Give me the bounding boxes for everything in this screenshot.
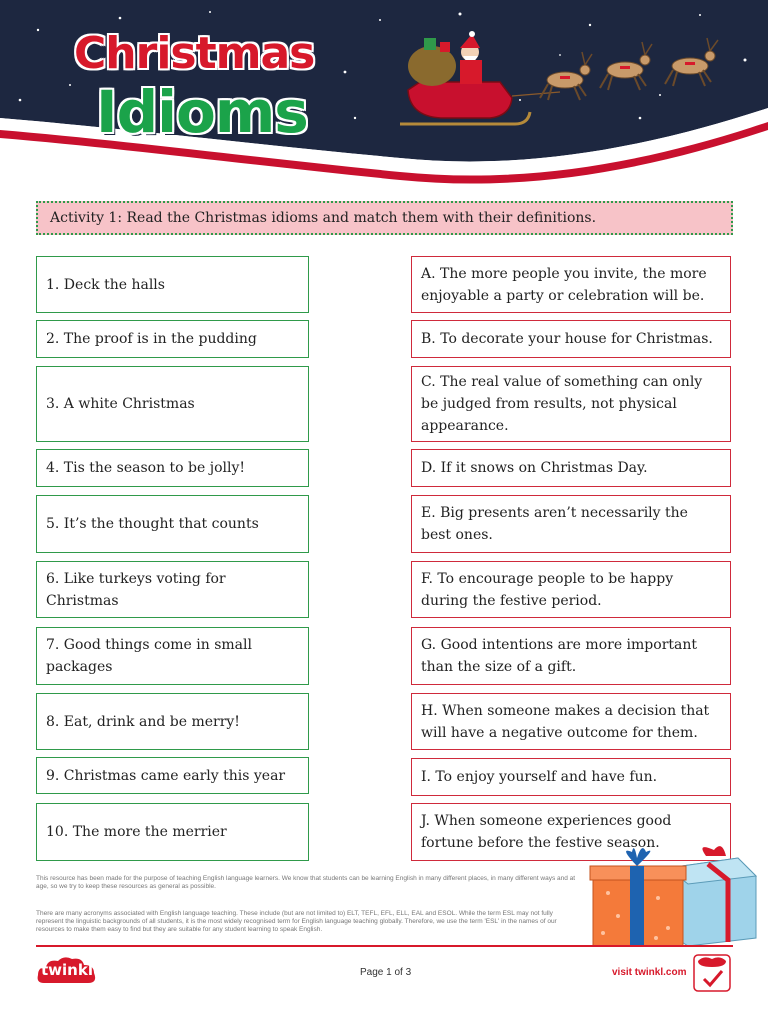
idiom-box: 9. Christmas came early this year (36, 757, 309, 794)
definition-box: C. The real value of something can only be judged from results, not physical appearance. (411, 366, 731, 442)
logo-text: twinkl (41, 961, 93, 979)
idiom-box: 5. It’s the thought that counts (36, 495, 309, 553)
title-line-1: Christmas (74, 28, 315, 79)
definition-box: B. To decorate your house for Christmas. (411, 320, 731, 358)
definition-box: I. To enjoy yourself and have fun. (411, 758, 731, 796)
resource-note: This resource has been made for the purpose of teaching English language learners. We know that students can be learning English in many different places, in many different ways and at age, so we try to keep these resources as general as possible. (36, 875, 576, 890)
definition-box: H. When someone makes a decision that will have a negative outcome for them. (411, 693, 731, 750)
definition-box: G. Good intentions are more important than the size of a gift. (411, 627, 731, 685)
definition-box: E. Big presents aren’t necessarily the best ones. (411, 495, 731, 553)
gift-boxes-illustration (588, 838, 760, 948)
quality-standard-badge-icon (692, 953, 732, 993)
definition-box: F. To encourage people to be happy during the festive period. (411, 561, 731, 618)
idiom-box: 2. The proof is in the pudding (36, 320, 309, 358)
idiom-box: 3. A white Christmas (36, 366, 309, 442)
visit-link[interactable]: visit twinkl.com (612, 967, 687, 978)
idiom-box: 10. The more the merrier (36, 803, 309, 861)
definition-box: J. When someone experiences good fortune before the festive season. (411, 803, 731, 861)
activity-instruction: Activity 1: Read the Christmas idioms and match them with their definitions. (36, 201, 733, 235)
idiom-box: 6. Like turkeys voting for Christmas (36, 561, 309, 618)
idiom-box: 8. Eat, drink and be merry! (36, 693, 309, 750)
definition-box: D. If it snows on Christmas Day. (411, 449, 731, 487)
header-banner (0, 0, 768, 190)
page-number: Page 1 of 3 (360, 967, 412, 978)
esl-note: There are many acronyms associated with English language teaching. These include (but are not limited to) ELT, TEFL, EFL, ELL, EAL and ESOL. While the term ESL may not fully represent the linguistic backgrounds of all students, it is the most widely recognised term for English language teaching globally. Therefore, we use the term 'ESL' in the names of our resources to make them easy to find but they are suitable for any student learning to speak English. (36, 910, 557, 933)
definition-box: A. The more people you invite, the more enjoyable a party or celebration will be. (411, 256, 731, 313)
twinkl-logo[interactable] (36, 955, 98, 987)
idiom-box: 4. Tis the season to be jolly! (36, 449, 309, 487)
title-line-2: Idioms (96, 78, 308, 146)
idiom-box: 7. Good things come in small packages (36, 627, 309, 685)
footer-divider (36, 945, 733, 947)
idiom-box: 1. Deck the halls (36, 256, 309, 313)
